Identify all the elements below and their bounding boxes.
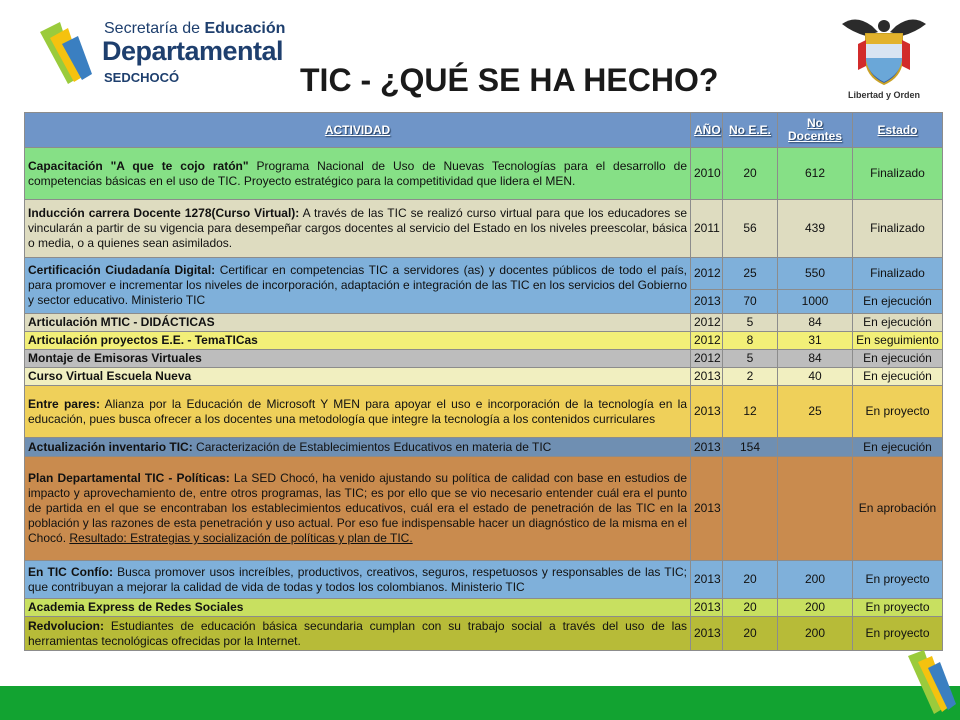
status-cell: En proyecto: [853, 386, 943, 438]
table-row: [25, 332, 943, 350]
activity-cell: Capacitación "A que te cojo ratón" Programa Nacional de Uso de Nuevas Tecnologías para el desarrollo de competencias básicas en el uso de TIC. Proyecto estratégico para la competitividad que lidera el MEN.: [25, 148, 691, 200]
status-cell: En proyecto: [853, 617, 943, 651]
activity-cell: Actualización inventario TIC: Caracterización de Establecimientos Educativos en materia de TIC: [25, 438, 691, 457]
sed-choco-logo: [38, 18, 288, 90]
status-cell: Finalizado: [853, 148, 943, 200]
activities-table-wrap: [24, 112, 942, 651]
year-cell: 2010: [691, 148, 723, 200]
docentes-cell: 1000: [778, 290, 853, 314]
table-row: [25, 617, 943, 651]
year-cell: 2013: [691, 617, 723, 651]
status-cell: En ejecución: [853, 290, 943, 314]
activities-table: [24, 112, 943, 651]
docentes-cell: [778, 457, 853, 561]
ee-cell: 20: [723, 617, 778, 651]
year-cell: 2013: [691, 290, 723, 314]
ee-cell: 154: [723, 438, 778, 457]
table-row: [25, 148, 943, 200]
status-cell: En ejecución: [853, 438, 943, 457]
activity-cell: Plan Departamental TIC - Políticas: La SED Chocó, ha venido ajustando su política de calidad con base en estudios de impacto y aprovechamiento de, entre otros programas, las TIC; es por ello que se vio necesario entender cuál era el punto de partida en el que se encontraban los establecimientos educativos, cuál era el estado de penetración de las TIC en la población y las razones de esta penetración y uso actual. Por eso fue indispensable hacer un diagnóstico de la misma en el Chocó. Resultado: Estrategias y socialización de políticas y plan de TIC.: [25, 457, 691, 561]
ee-cell: [723, 457, 778, 561]
status-cell: En ejecución: [853, 314, 943, 332]
docentes-cell: 31: [778, 332, 853, 350]
status-cell: En seguimiento: [853, 332, 943, 350]
ee-cell: 20: [723, 148, 778, 200]
ee-cell: 2: [723, 368, 778, 386]
org-line2: Departamental: [102, 36, 284, 66]
docentes-cell: [778, 438, 853, 457]
activity-cell: Entre pares: Alianza por la Educación de Microsoft Y MEN para apoyar el uso e incorporación de la tecnología en la educación, pues busca ofrecer a los docentes una metodología que integre la tecnología a los contenidos curriculares: [25, 386, 691, 438]
year-cell: 2013: [691, 438, 723, 457]
org-line3: SEDCHOCÓ: [104, 70, 180, 85]
activity-cell: En TIC Confío: Busca promover usos increíbles, productivos, creativos, seguros, respetuosos y responsables de las TIC; que contribuyan a mejorar la calidad de vida de todas y todos los colombianos. Ministerio TIC: [25, 561, 691, 599]
ee-cell: 5: [723, 350, 778, 368]
table-row: [25, 258, 943, 290]
status-cell: En aprobación: [853, 457, 943, 561]
status-cell: En ejecución: [853, 368, 943, 386]
table-row: [25, 561, 943, 599]
table-row: [25, 457, 943, 561]
activity-cell: Articulación proyectos E.E. - TemaTICas: [25, 332, 691, 350]
year-cell: 2011: [691, 200, 723, 258]
table-row: [25, 386, 943, 438]
docentes-cell: 25: [778, 386, 853, 438]
docentes-cell: 550: [778, 258, 853, 290]
docentes-cell: 40: [778, 368, 853, 386]
docentes-cell: 84: [778, 314, 853, 332]
table-row: [25, 314, 943, 332]
activity-cell: Redvolucion: Estudiantes de educación básica secundaria cumplan con su trabajo social a través del uso de las herramientas tecnológicas ofrecidas por la Internet.: [25, 617, 691, 651]
year-cell: 2012: [691, 350, 723, 368]
year-cell: 2013: [691, 386, 723, 438]
ee-cell: 70: [723, 290, 778, 314]
org-line1: Secretaría de Educación: [104, 20, 286, 37]
table-row: [25, 200, 943, 258]
status-cell: En proyecto: [853, 561, 943, 599]
ee-cell: 56: [723, 200, 778, 258]
status-cell: Finalizado: [853, 258, 943, 290]
header-no-docentes: No Docentes: [778, 113, 853, 148]
table-row: [25, 599, 943, 617]
table-row: [25, 350, 943, 368]
activity-cell: Certificación Ciudadanía Digital: Certificar en competencias TIC a servidores (as) y docentes públicos de todo el país, para promover e incrementar los niveles de incorporación, adaptación e integración de las TIC en los servicios del Gobierno y sector educativo. Ministerio TIC: [25, 258, 691, 314]
docentes-cell: 84: [778, 350, 853, 368]
year-cell: 2013: [691, 457, 723, 561]
year-cell: 2013: [691, 561, 723, 599]
footer-bar: [0, 686, 960, 720]
docentes-cell: 200: [778, 617, 853, 651]
docentes-cell: 612: [778, 148, 853, 200]
header-no-ee: No E.E.: [723, 113, 778, 148]
activity-cell: Articulación MTIC - DIDÁCTICAS: [25, 314, 691, 332]
activity-cell: Montaje de Emisoras Virtuales: [25, 350, 691, 368]
table-row: [25, 438, 943, 457]
ee-cell: 20: [723, 599, 778, 617]
coat-of-arms-icon: [836, 14, 932, 90]
activity-cell: Inducción carrera Docente 1278(Curso Virtual): A través de las TIC se realizó curso virtual para que los educadores se vincularán a partir de su vigencia para desempeñar cargos docentes al servicio del Estado en los niveles preescolar, básica o media, o a quienes sean asimilados.: [25, 200, 691, 258]
ee-cell: 12: [723, 386, 778, 438]
ee-cell: 20: [723, 561, 778, 599]
colombia-crest: [836, 14, 932, 104]
result-link: Resultado: Estrategias y socialización de políticas y plan de TIC.: [69, 531, 413, 545]
activity-cell: Curso Virtual Escuela Nueva: [25, 368, 691, 386]
year-cell: 2013: [691, 599, 723, 617]
status-cell: Finalizado: [853, 200, 943, 258]
year-cell: 2012: [691, 258, 723, 290]
status-cell: En proyecto: [853, 599, 943, 617]
header-ano: AÑO: [691, 113, 723, 148]
year-cell: 2012: [691, 332, 723, 350]
footer-logo-mark-icon: [890, 648, 960, 720]
year-cell: 2012: [691, 314, 723, 332]
table-header-row: [25, 113, 943, 148]
ee-cell: 25: [723, 258, 778, 290]
docentes-cell: 200: [778, 599, 853, 617]
ee-cell: 8: [723, 332, 778, 350]
header-estado: Estado: [853, 113, 943, 148]
logo-mark-icon: [38, 18, 100, 90]
activity-cell: Academia Express de Redes Sociales: [25, 599, 691, 617]
year-cell: 2013: [691, 368, 723, 386]
table-row: [25, 368, 943, 386]
header-actividad: ACTIVIDAD: [25, 113, 691, 148]
page-title: TIC - ¿QUÉ SE HA HECHO?: [300, 62, 719, 98]
ee-cell: 5: [723, 314, 778, 332]
status-cell: En ejecución: [853, 350, 943, 368]
docentes-cell: 200: [778, 561, 853, 599]
docentes-cell: 439: [778, 200, 853, 258]
crest-caption: Libertad y Orden: [847, 90, 920, 100]
